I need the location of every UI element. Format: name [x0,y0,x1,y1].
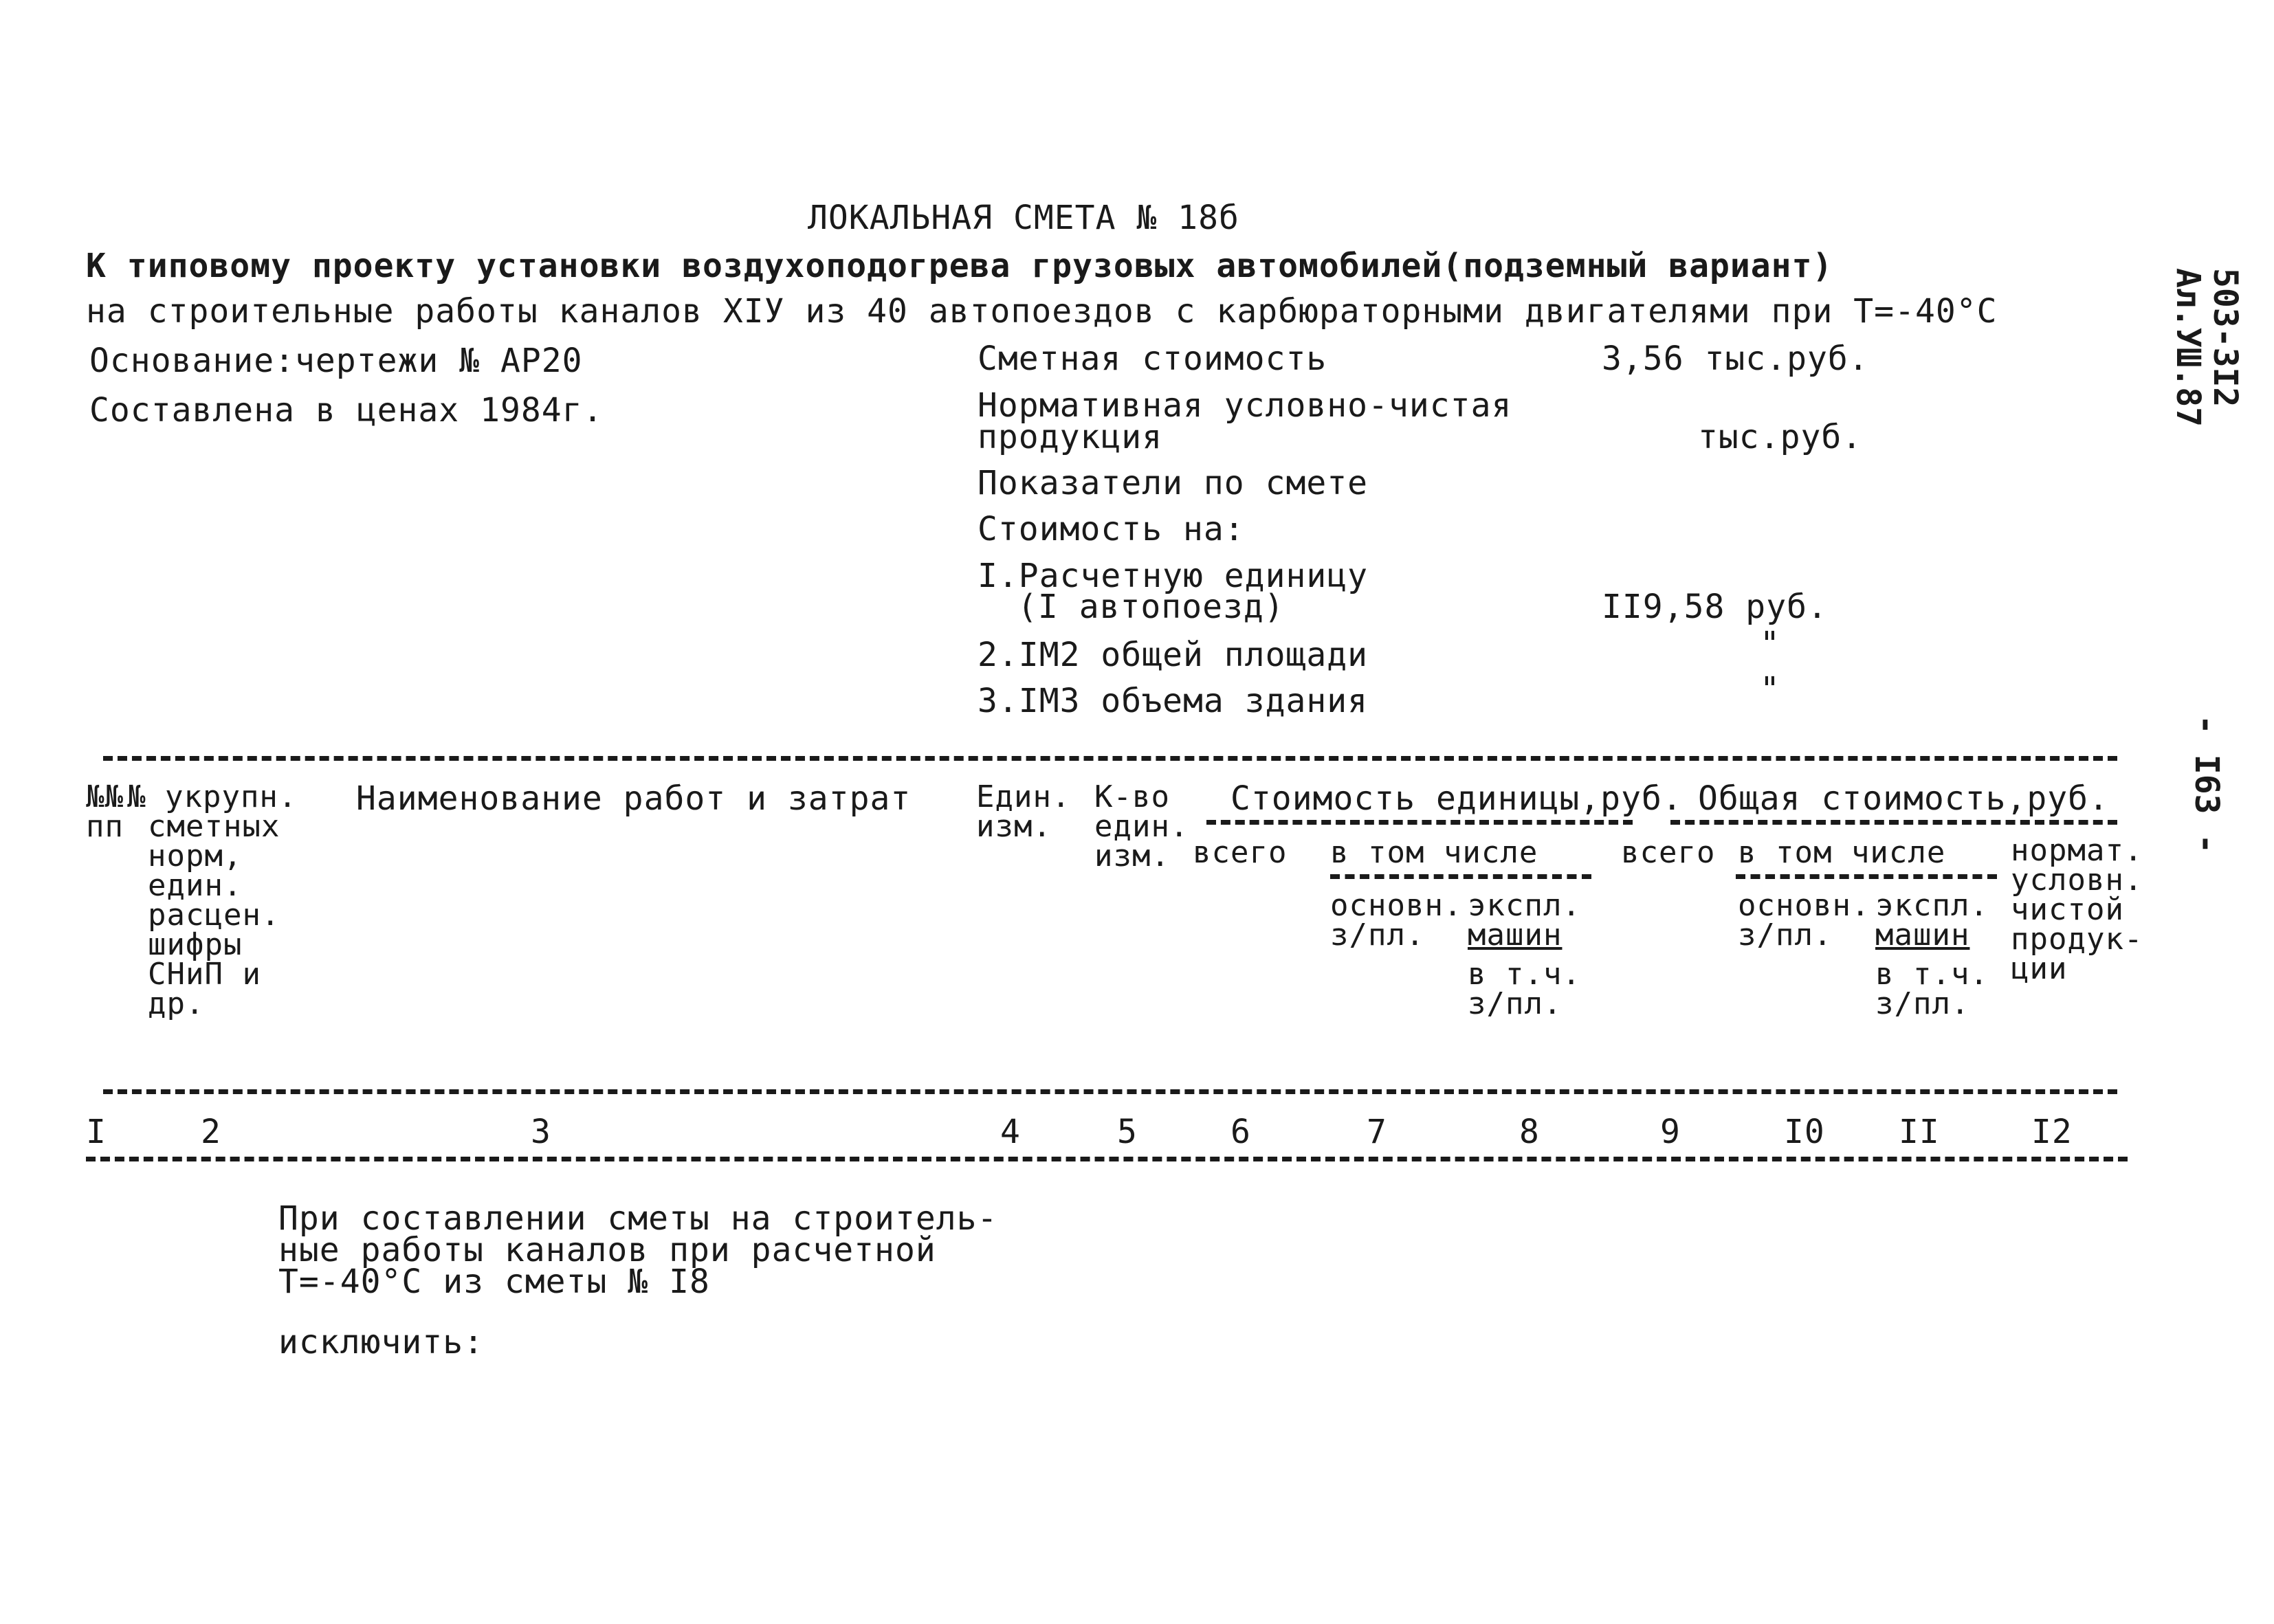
body-line-1: При составлении сметы на строитель- [278,1199,998,1238]
column-number-12: I2 [2031,1113,2073,1151]
column-number-11: II [1899,1113,1940,1151]
col2-header-line-8: др. [148,986,205,1021]
col3-header: Наименование работ и затрат [356,779,912,818]
col12-header-line-5: ции [2011,951,2068,986]
unit-subgroup-rule [1330,874,1591,879]
column-number-8: 8 [1519,1113,1540,1151]
col2-header-line-1: № укрупн. [127,779,298,814]
exclude-label: исключить: [278,1323,484,1361]
col10-header-line-2: з/пл. [1738,917,1833,953]
col12-header-line-1: нормат. [2011,833,2143,868]
body-line-3: Т=-40°С из сметы № I8 [278,1263,710,1301]
col8-header-line-4: з/пл. [1468,986,1563,1021]
unit-cost-rule [1206,820,1633,825]
norm-label-2: продукция [978,418,1163,456]
col2-header-line-5: расцен. [148,898,280,933]
header-line-1: К типовому проекту установки воздухоподогрева грузовых автомобилей(подземный вариант) [86,247,1833,285]
total-cost-rule [1670,820,2117,825]
col7-header-line-2: з/пл. [1330,917,1425,953]
doc-title: ЛОКАЛЬНАЯ СМЕТА № 18б [808,199,1239,237]
col8-header-line-3: в т.ч. [1468,957,1581,992]
column-number-5: 5 [1117,1113,1138,1151]
col1-header-line-2: пп [86,809,124,844]
col5-header-line-2: един. [1094,809,1189,844]
col8-header-line-1: экспл. [1468,888,1581,923]
col12-header-line-4: продук- [2011,922,2143,957]
item3-ditto: " [1760,670,1780,709]
col4-header-line-1: Един. [976,779,1071,814]
col11-header-line-2: машин [1875,917,1970,953]
col1-header-line-1: №№ [86,779,124,814]
norm-value: тыс.руб. [1698,418,1863,456]
column-number-rule [86,1157,2128,1161]
table-top-rule [103,756,2117,761]
col2-header-line-2: сметных [148,809,280,844]
total-subgroup-rule [1736,874,1997,879]
header-line-2: на строительные работы каналов XIУ из 40 автопоездов с карбюраторными двигателями при Т=-40°С [86,292,1998,331]
basis-text: Основание:чертежи № АР20 [89,342,583,380]
col2-header-line-6: шифры [148,927,243,962]
col5-header-line-3: изм. [1094,838,1170,874]
column-number-7: 7 [1367,1113,1387,1151]
column-number-9: 9 [1660,1113,1681,1151]
column-number-2: 2 [201,1113,221,1151]
column-number-1: I [86,1113,107,1151]
col2-header-line-4: един. [148,868,243,903]
doc-code-1: 503-3I2 [2206,268,2244,408]
cost-on-label: Стоимость на: [978,510,1245,548]
col12-header-line-3: чистой [2011,892,2124,927]
page-number: - I63 - [2187,715,2226,854]
col2-header-line-3: норм, [148,838,243,874]
col5-header-line-1: К-во [1094,779,1170,814]
column-number-6: 6 [1230,1113,1251,1151]
column-number-3: 3 [531,1113,551,1151]
cost-label: Сметная стоимость [978,340,1327,378]
cost-value: 3,56 тыс.руб. [1602,340,1869,378]
doc-code-2: Ал.УШ.87 [2169,268,2207,427]
unit-in-that-number: в том числе [1330,835,1538,870]
item1-value: II9,58 руб. [1602,588,1828,626]
col11-header-line-1: экспл. [1875,888,1989,923]
total-cost-header: Общая стоимость,руб. [1698,779,2109,818]
col10-header-line-1: основн. [1738,888,1870,923]
col8-header-line-2: машин [1468,917,1563,953]
total-in-that-number: в том числе [1738,835,1946,870]
col6-header: всего [1193,835,1288,870]
col11-header-line-4: з/пл. [1875,986,1970,1021]
item2-ditto: " [1760,625,1780,663]
col4-header-line-2: изм. [976,809,1052,844]
price-year-text: Составлена в ценах 1984г. [89,391,604,430]
norm-label-1: Нормативная условно-чистая [978,386,1512,425]
body-line-2: ные работы каналов при расчетной [278,1231,936,1269]
item2-text: 2.IМ2 общей площади [978,636,1369,674]
item3-text: 3.IМ3 объема здания [978,682,1369,720]
item1-line-2: (I автопоезд) [1017,588,1285,626]
col2-header-line-7: СНиП и [148,957,261,992]
header-bottom-rule [103,1089,2117,1094]
col12-header-line-2: условн. [2011,863,2143,898]
col11-header-line-3: в т.ч. [1875,957,1989,992]
column-number-10: I0 [1784,1113,1825,1151]
unit-cost-header: Стоимость единицы,руб. [1230,779,1683,818]
col7-header-line-1: основн. [1330,888,1463,923]
item1-line-1: I.Расчетную единицу [978,557,1369,595]
col9-header: всего [1621,835,1716,870]
column-number-4: 4 [1000,1113,1021,1151]
indicators-label: Показатели по смете [978,464,1369,502]
